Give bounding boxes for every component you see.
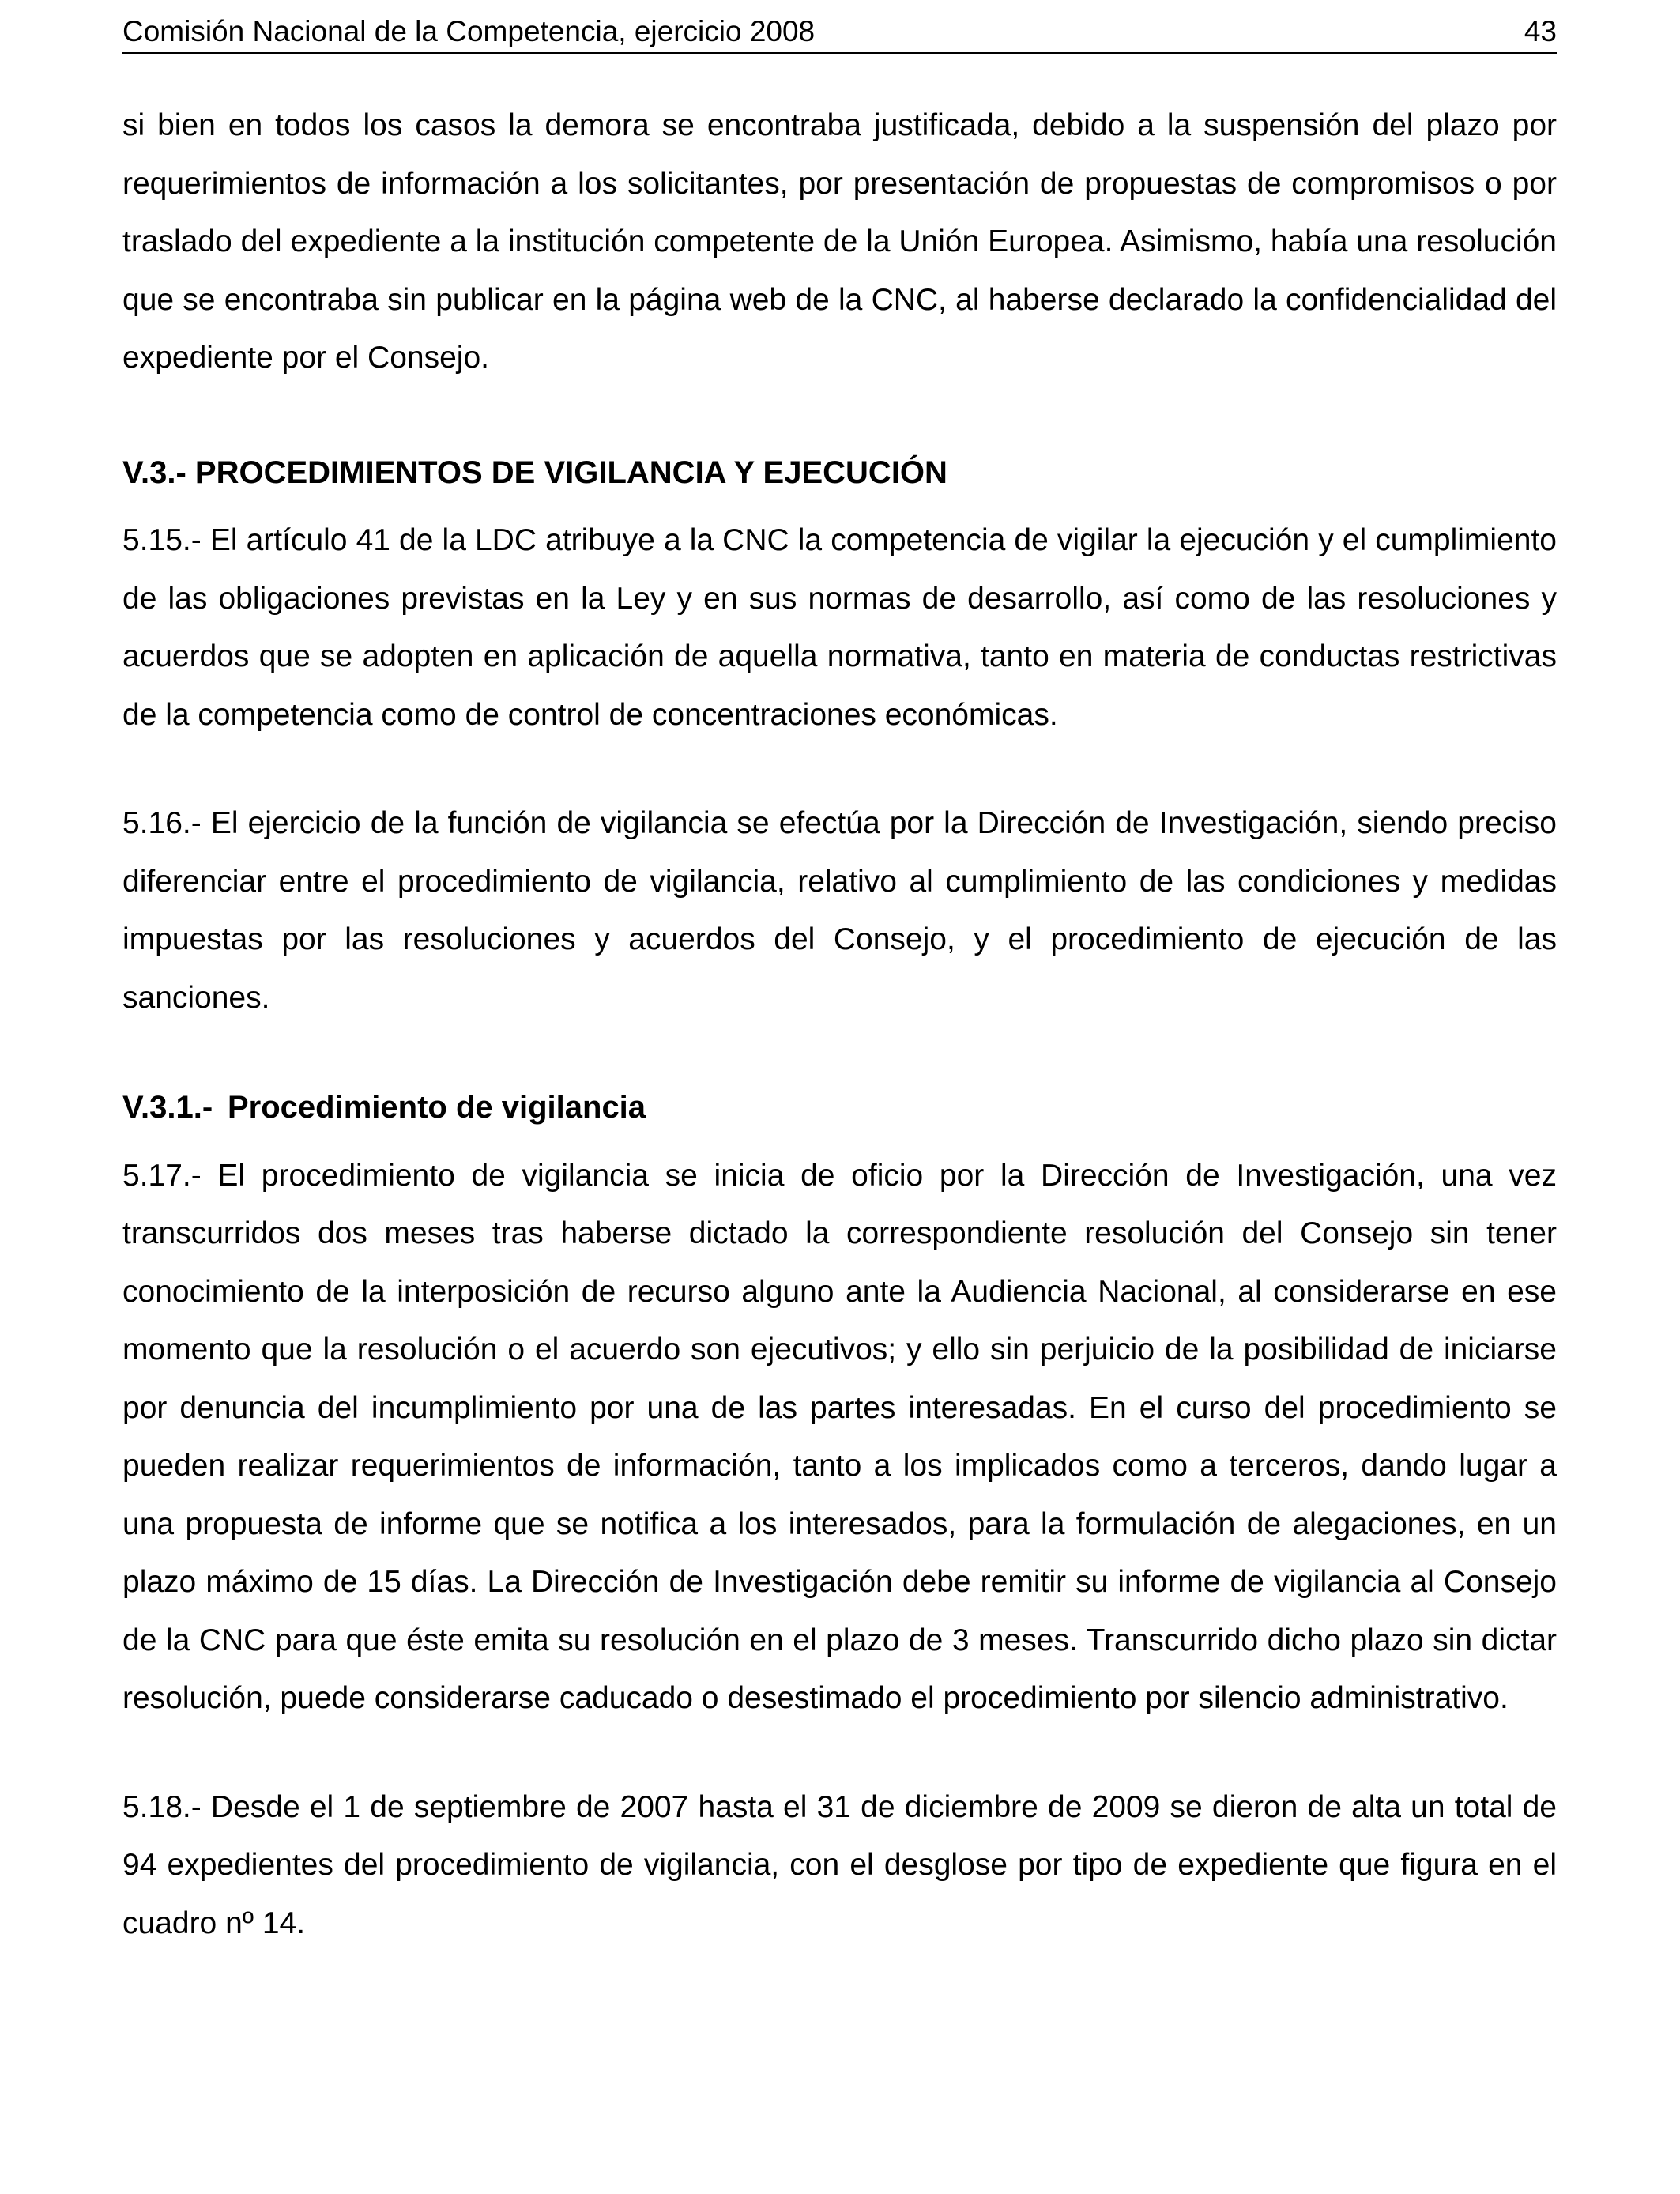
document-page [122, 0, 1557, 2194]
header-title: Comisión Nacional de la Competencia, ejercicio 2008 [122, 15, 816, 47]
paragraph-5-16: 5.16.- El ejercicio de la función de vigilancia se efectúa por la Dirección de Investigación, siendo preciso diferenciar entre el procedimiento de vigilancia, relativo al cumplimiento de las condiciones y medidas impuestas por las resoluciones y acuerdos del Consejo, y el procedimiento de ejecución de las sanciones. [122, 806, 1557, 1015]
subsection-title: Procedimiento de vigilancia [228, 1090, 646, 1125]
page-number: 43 [1524, 15, 1557, 47]
paragraph-5-15: 5.15.- El artículo 41 de la LDC atribuye a la CNC la competencia de vigilar la ejecución y el cumplimiento de las obligaciones previstas en la Ley y en sus normas de desarrollo, así como de las resoluciones y acuerdos que se adopten en aplicación de aquella normativa, tanto en materia de conductas restrictivas de la competencia como de control de concentraciones económicas. [122, 523, 1557, 732]
subsection-heading-v31 [122, 1079, 1557, 1137]
subsection-number: V.3.1.- [122, 1090, 213, 1125]
section-heading-v3: V.3.- PROCEDIMIENTOS DE VIGILANCIA Y EJECUCIÓN [122, 454, 947, 490]
paragraph-intro: si bien en todos los casos la demora se encontraba justificada, debido a la suspensión del plazo por requerimientos de información a los solicitantes, por presentación de propuestas de compromisos o por traslado del expediente a la institución competente de la Unión Europea. Asimismo, había una resolución que se encontraba sin publicar en la página web de la CNC, al haberse declarado la confidencialidad del expediente por el Consejo. [122, 108, 1557, 375]
paragraph-5-18: 5.18.- Desde el 1 de septiembre de 2007 hasta el 31 de diciembre de 2009 se dieron de alta un total de 94 expedientes del procedimiento de vigilancia, con el desglose por tipo de expediente que figura en el cuadro nº 14. [122, 1789, 1557, 1940]
document-body [122, 96, 1557, 1952]
paragraph-5-17: 5.17.- El procedimiento de vigilancia se inicia de oficio por la Dirección de Investigación, una vez transcurridos dos meses tras haberse dictado la correspondiente resolución del Consejo sin tener conocimiento de la interposición de recurso alguno ante la Audiencia Nacional, al considerarse en ese momento que la resolución o el acuerdo son ejecutivos; y ello sin perjuicio de la posibilidad de iniciarse por denuncia del incumplimiento por una de las partes interesadas. En el curso del procedimiento se pueden realizar requerimientos de información, tanto a los implicados como a terceros, dando lugar a una propuesta de informe que se notifica a los interesados, para la formulación de alegaciones, en un plazo máximo de 15 días. La Dirección de Investigación debe remitir su informe de vigilancia al Consejo de la CNC para que éste emita su resolución en el plazo de 3 meses. Transcurrido dicho plazo sin dictar resolución, puede considerarse caducado o desestimado el procedimiento por silencio administrativo. [122, 1158, 1557, 1715]
running-header [122, 14, 1557, 54]
